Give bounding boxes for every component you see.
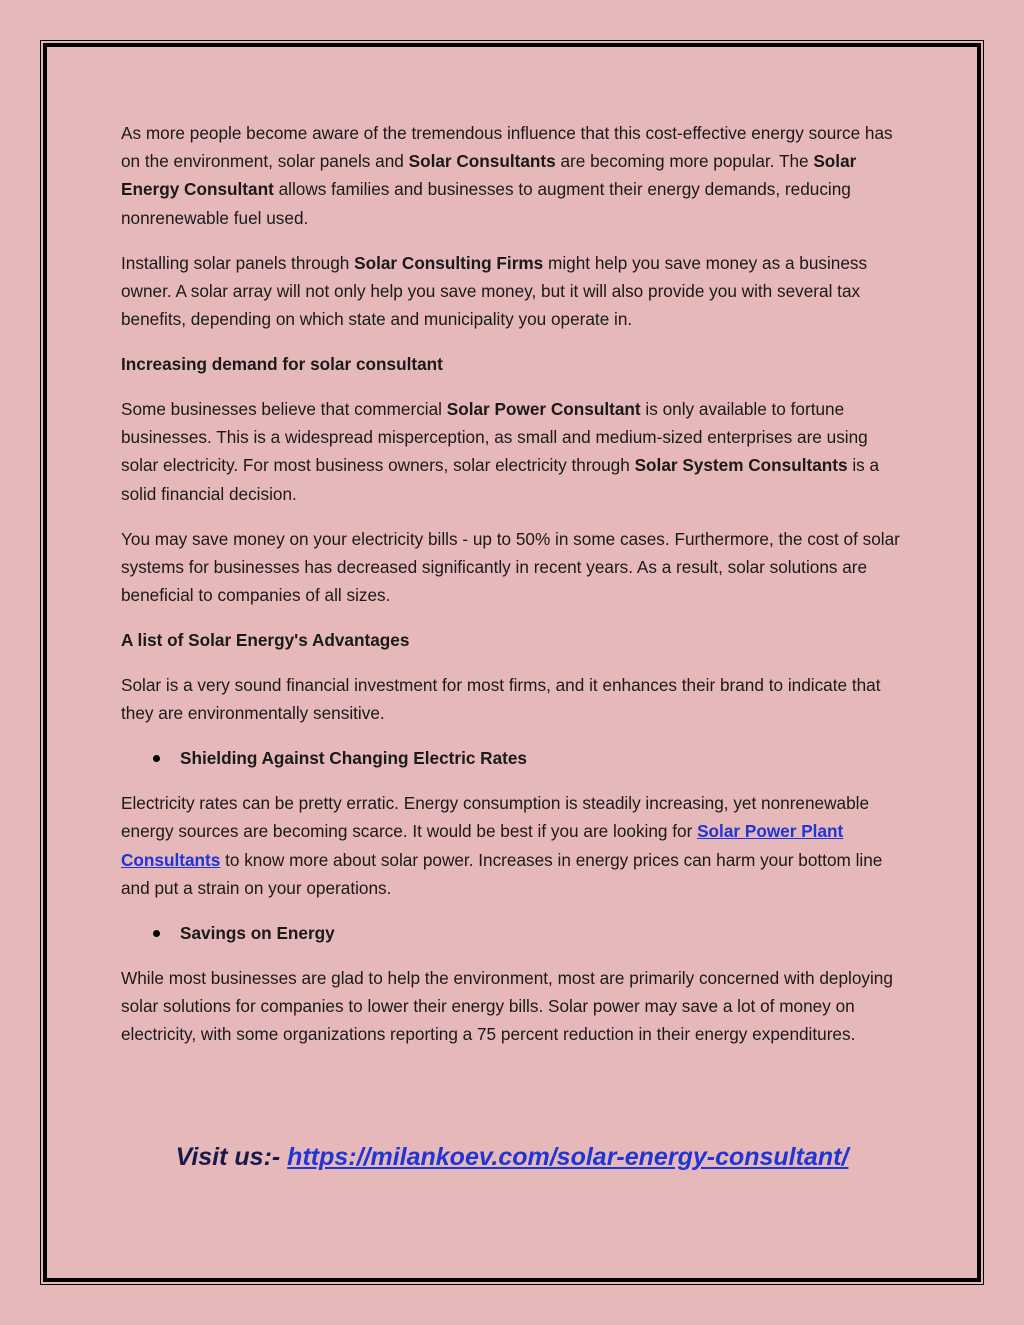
text: is a solid financial decision. <box>121 455 880 504</box>
bullet-item-shielding <box>121 744 906 772</box>
text: Electricity rates can be pretty erratic. Energy consumption is steadily increasing, yet nonrenewable energy sources are becoming scarce. It would be best if you are looking for <box>121 793 870 842</box>
link-solar-power-plant-consultants[interactable]: Solar Power Plant Consultants <box>121 821 844 870</box>
keyword-solar-system-consultants: Solar System Consultants <box>634 455 848 476</box>
keyword-solar-power-consultant: Solar Power Consultant <box>446 399 641 420</box>
paragraph-businesses <box>121 395 906 508</box>
visit-label: Visit us:- <box>175 1143 281 1171</box>
keyword-solar-energy-consultant: Solar Energy Consultant <box>121 151 857 200</box>
heading-advantages: A list of Solar Energy's Advantages <box>121 630 410 651</box>
visit-us-footer <box>0 1139 1024 1175</box>
paragraph-electricity-rates <box>121 789 906 902</box>
keyword-solar-consulting-firms: Solar Consulting Firms <box>354 252 544 273</box>
text: might help you save money as a business owner. A solar array will not only help you save money, but it will also provide you with several tax benefits, depending on which state and municipality you operate in. <box>121 252 868 330</box>
text: As more people become aware of the tremendous influence that this cost-effective energy source has on the environment, solar panels and <box>121 123 893 172</box>
visit-url-link[interactable]: https://milankoev.com/solar-energy-consultant/ <box>287 1143 849 1171</box>
bullet-label: Shielding Against Changing Electric Rates <box>180 748 527 769</box>
text: are becoming more popular. The <box>555 151 814 172</box>
paragraph-savings: You may save money on your electricity bills - up to 50% in some cases. Furthermore, the cost of solar systems for businesses has decreased significantly in recent years. As a result, solar solutions are beneficial to companies of all sizes. <box>121 528 900 606</box>
bullet-dot-icon <box>153 755 160 762</box>
text: Installing solar panels through <box>121 252 355 273</box>
bullet-item-savings <box>121 919 906 947</box>
text: to know more about solar power. Increases in energy prices can harm your bottom line and put a strain on your operations. <box>121 849 883 898</box>
bullet-label: Savings on Energy <box>180 922 335 943</box>
paragraph-installing <box>121 249 906 334</box>
document-body <box>121 119 906 1065</box>
text: Some businesses believe that commercial <box>121 399 447 420</box>
bullet-dot-icon <box>153 930 160 937</box>
heading-increasing-demand: Increasing demand for solar consultant <box>121 354 443 375</box>
keyword-solar-consultants: Solar Consultants <box>408 151 556 172</box>
text: allows families and businesses to augment their energy demands, reducing nonrenewable fuel used. <box>121 179 851 228</box>
text: is only available to fortune businesses. This is a widespread misperception, as small and medium-sized enterprises are using solar electricity. For most business owners, solar electricity through <box>121 399 868 476</box>
paragraph-environment: While most businesses are glad to help the environment, most are primarily concerned with deploying solar solutions for companies to lower their energy bills. Solar power may save a lot of money on electricity, with some organizations reporting a 75 percent reduction in their energy expenditures. <box>121 967 893 1045</box>
paragraph-investment: Solar is a very sound financial investment for most firms, and it enhances their brand to indicate that they are environmentally sensitive. <box>121 675 881 724</box>
paragraph-intro <box>121 119 906 232</box>
